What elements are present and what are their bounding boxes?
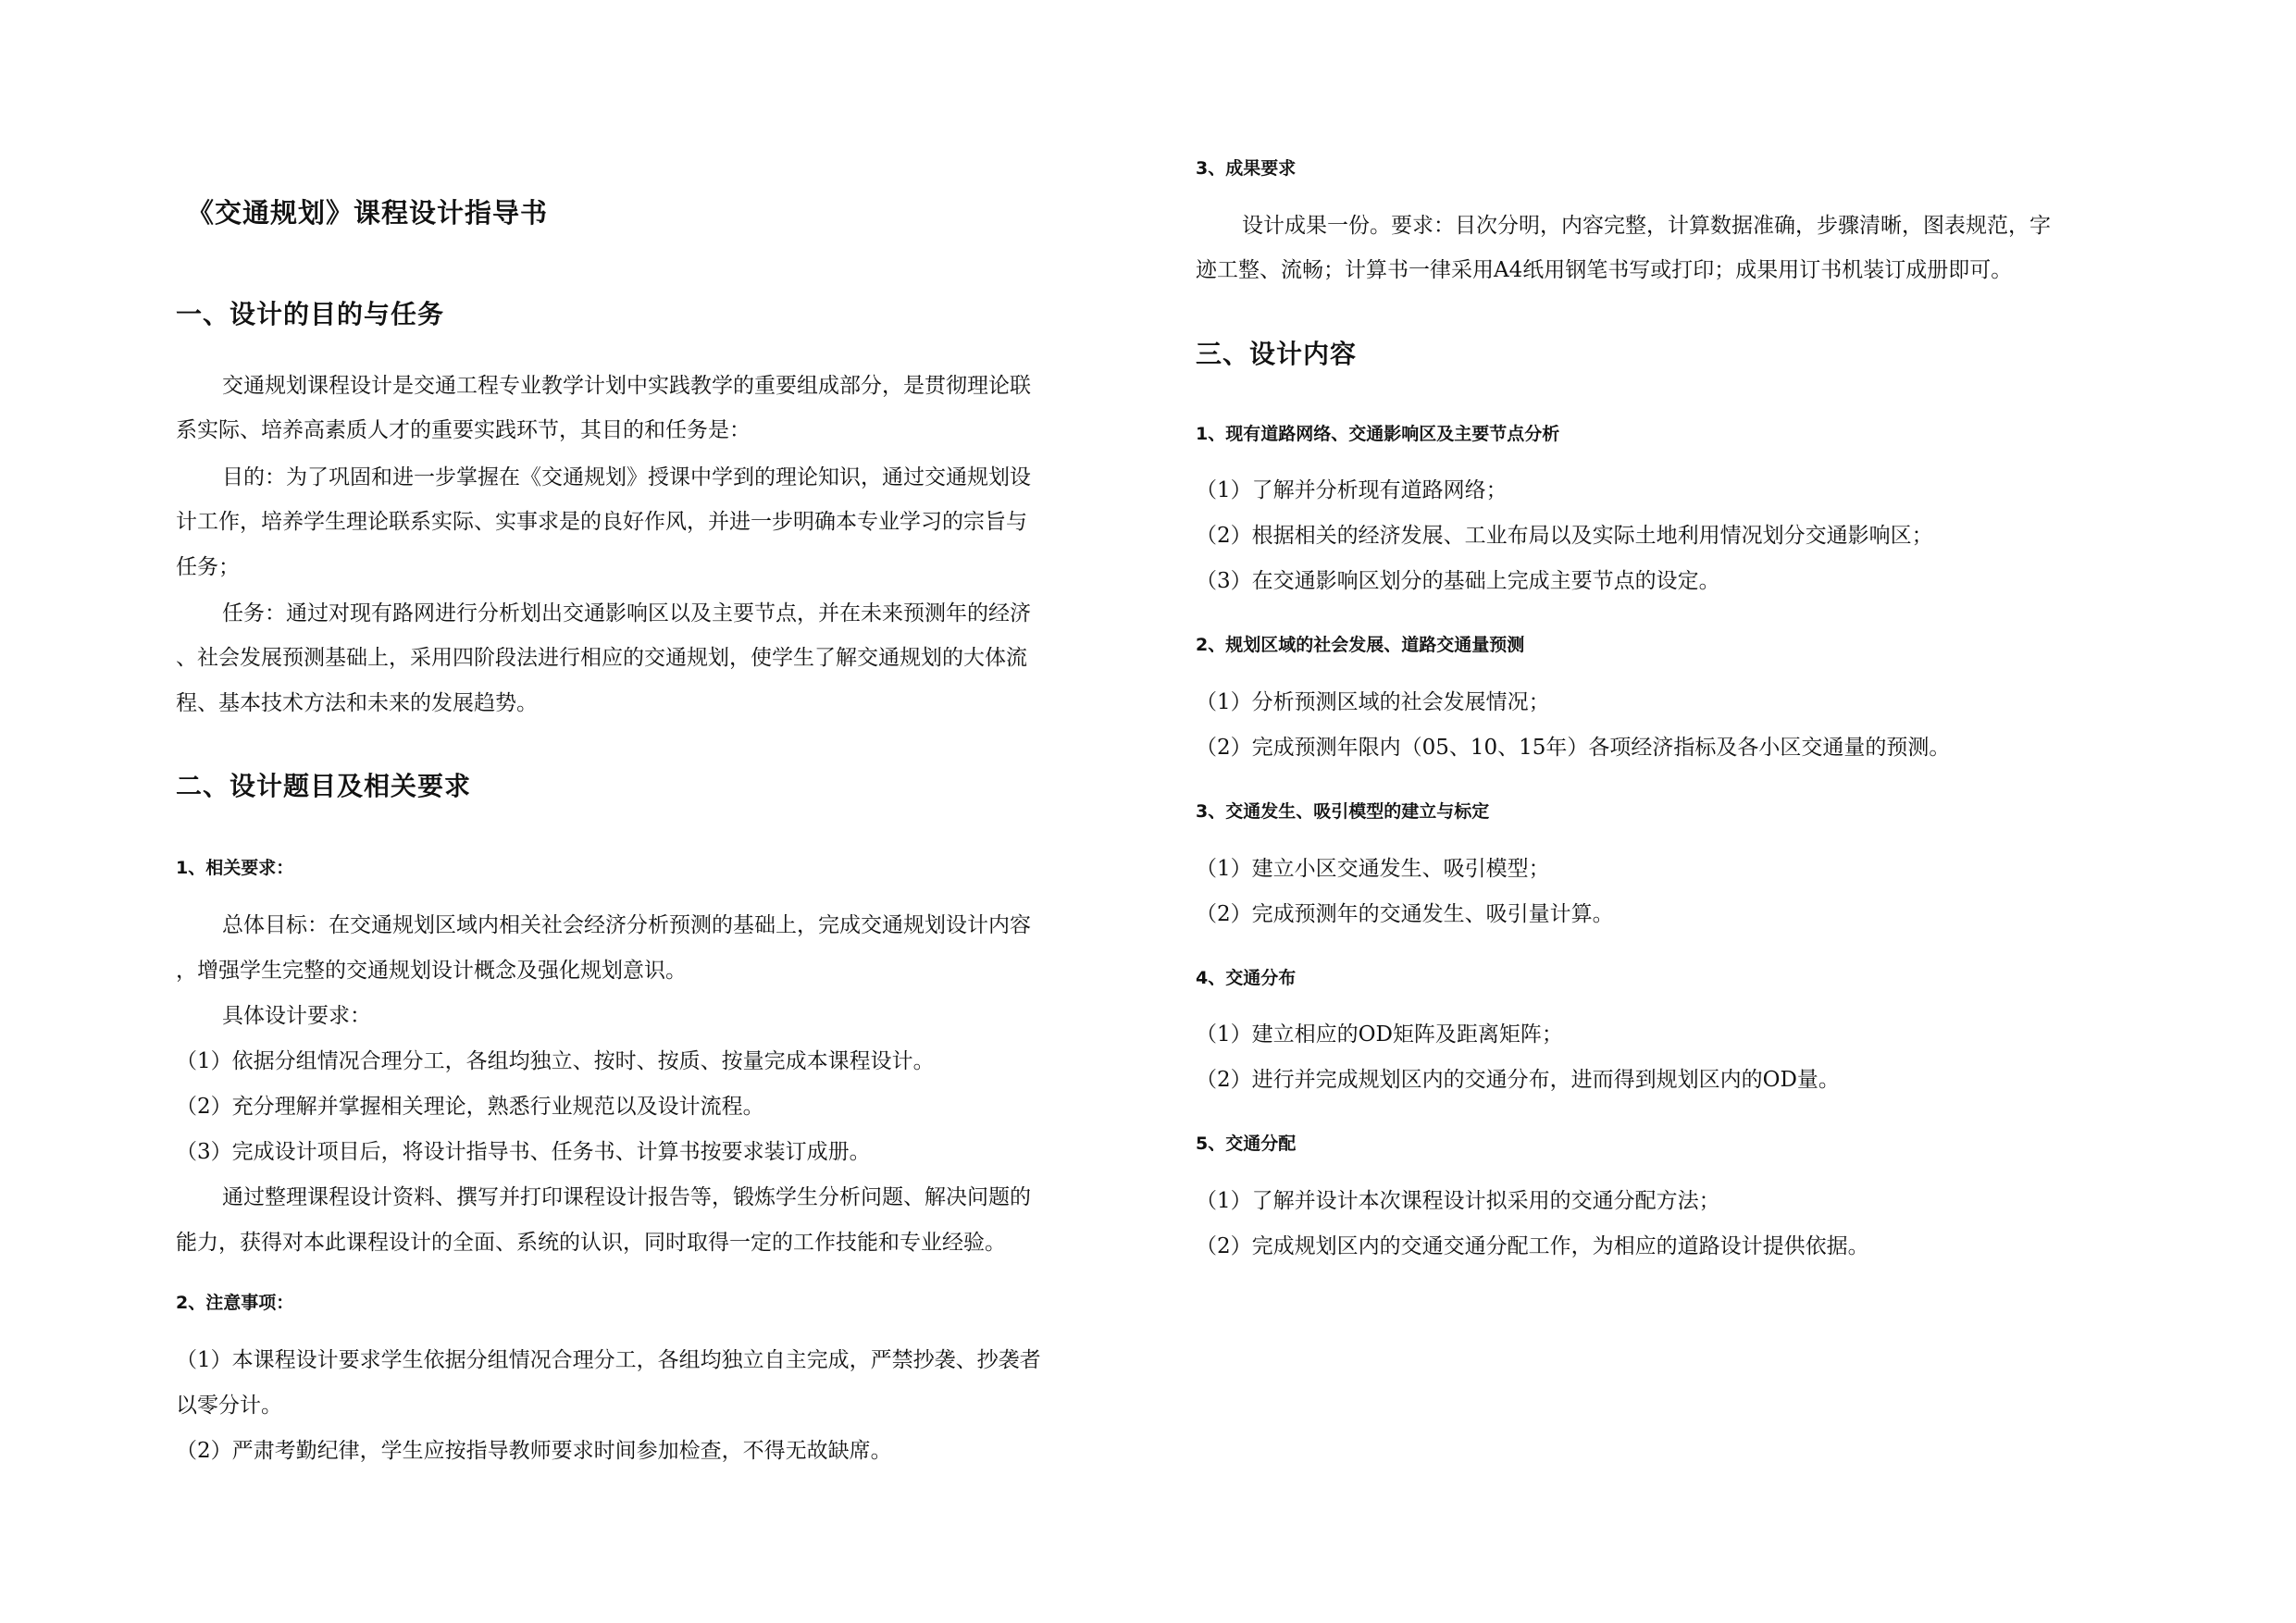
requirements-line: 能力，获得对本此课程设计的全面、系统的认识，同时取得一定的工作技能和专业经验。: [176, 1231, 1006, 1255]
right-column: [1196, 0, 2140, 1623]
content-item-line: （1）建立小区交通发生、吸引模型；: [1196, 857, 1550, 881]
content-item-heading: 3、交通发生、吸引模型的建立与标定: [1196, 801, 1490, 822]
section-1-heading: 一、设计的目的与任务: [176, 299, 445, 329]
content-item-heading: 4、交通分布: [1196, 968, 1297, 988]
content-item-line: （1）分析预测区域的社会发展情况；: [1196, 690, 1550, 714]
notice-line: 以零分计。: [176, 1394, 282, 1418]
content-item-line: （1）建立相应的OD矩阵及距离矩阵；: [1196, 1022, 1563, 1047]
notice-line: （1）本课程设计要求学生依据分组情况合理分工，各组均独立自主完成，严禁抄袭、抄袭者: [176, 1348, 1041, 1372]
deliverables-line: 迹工整、流畅；计算书一律采用A4纸用钢笔书写或打印；成果用订书机装订成册即可。: [1196, 258, 2013, 282]
content-item-line: （1）了解并分析现有道路网络；: [1196, 478, 1508, 502]
subsection-heading: 2、注意事项：: [176, 1293, 294, 1313]
section-1-line: 交通规划课程设计是交通工程专业教学计划中实践教学的重要组成部分，是贯彻理论联: [222, 374, 1031, 398]
requirements-line: 总体目标：在交通规划区域内相关社会经济分析预测的基础上，完成交通规划设计内容: [222, 913, 1031, 937]
content-item-heading: 1、现有道路网络、交通影响区及主要节点分析: [1196, 424, 1560, 444]
section-1-line: 计工作，培养学生理论联系实际、实事求是的良好作风，并进一步明确本专业学习的宗旨与: [176, 510, 1027, 534]
deliverables-line: 设计成果一份。要求：目次分明，内容完整，计算数据准确，步骤清晰，图表规范，字: [1242, 214, 2051, 238]
requirements-line: （3）完成设计项目后，将设计指导书、任务书、计算书按要求装订成册。: [176, 1140, 871, 1164]
document-title: 《交通规划》课程设计指导书: [187, 197, 549, 229]
content-item-line: （2）完成预测年的交通发生、吸引量计算。: [1196, 902, 1614, 926]
subsection-heading: 1、相关要求：: [176, 858, 294, 878]
content-item-line: （2）根据相关的经济发展、工业布局以及实际土地利用情况划分交通影响区；: [1196, 524, 1933, 548]
requirements-line: ，增强学生完整的交通规划设计概念及强化规划意识。: [176, 959, 687, 983]
content-item-line: （2）完成预测年限内（05、10、15年）各项经济指标及各小区交通量的预测。: [1196, 736, 1951, 760]
requirements-line: （1）依据分组情况合理分工，各组均独立、按时、按质、按量完成本课程设计。: [176, 1049, 935, 1073]
section-1-line: 系实际、培养高素质人才的重要实践环节，其目的和任务是：: [176, 418, 751, 442]
section-2-heading: 二、设计题目及相关要求: [176, 771, 472, 801]
requirements-line: 通过整理课程设计资料、撰写并打印课程设计报告等，锻炼学生分析问题、解决问题的: [222, 1185, 1031, 1209]
requirements-line: 具体设计要求：: [222, 1004, 371, 1028]
subsection-heading: 3、成果要求: [1196, 158, 1297, 179]
section-1-line: 、社会发展预测基础上，采用四阶段法进行相应的交通规划，使学生了解交通规划的大体流: [176, 646, 1027, 670]
content-item-line: （1）了解并设计本次课程设计拟采用的交通分配方法；: [1196, 1189, 1720, 1213]
requirements-line: （2）充分理解并掌握相关理论，熟悉行业规范以及设计流程。: [176, 1095, 764, 1119]
section-1-line: 任务；: [176, 555, 240, 579]
content-item-heading: 2、规划区域的社会发展、道路交通量预测: [1196, 635, 1525, 655]
content-item-line: （2）进行并完成规划区内的交通分布，进而得到规划区内的OD量。: [1196, 1068, 1840, 1092]
section-1-line: 程、基本技术方法和未来的发展趋势。: [176, 691, 538, 715]
section-3-heading: 三、设计内容: [1196, 339, 1358, 369]
content-item-line: （2）完成规划区内的交通交通分配工作，为相应的道路设计提供依据。: [1196, 1234, 1869, 1258]
left-column: [176, 0, 1115, 1623]
content-item-line: （3）在交通影响区划分的基础上完成主要节点的设定。: [1196, 569, 1720, 593]
section-1-line: 目的：为了巩固和进一步掌握在《交通规划》授课中学到的理论知识，通过交通规划设: [222, 465, 1031, 489]
section-1-line: 任务：通过对现有路网进行分析划出交通影响区以及主要节点，并在未来预测年的经济: [222, 601, 1031, 626]
notice-line: （2）严肃考勤纪律，学生应按指导教师要求时间参加检查，不得无故缺席。: [176, 1439, 892, 1463]
content-item-heading: 5、交通分配: [1196, 1134, 1297, 1154]
